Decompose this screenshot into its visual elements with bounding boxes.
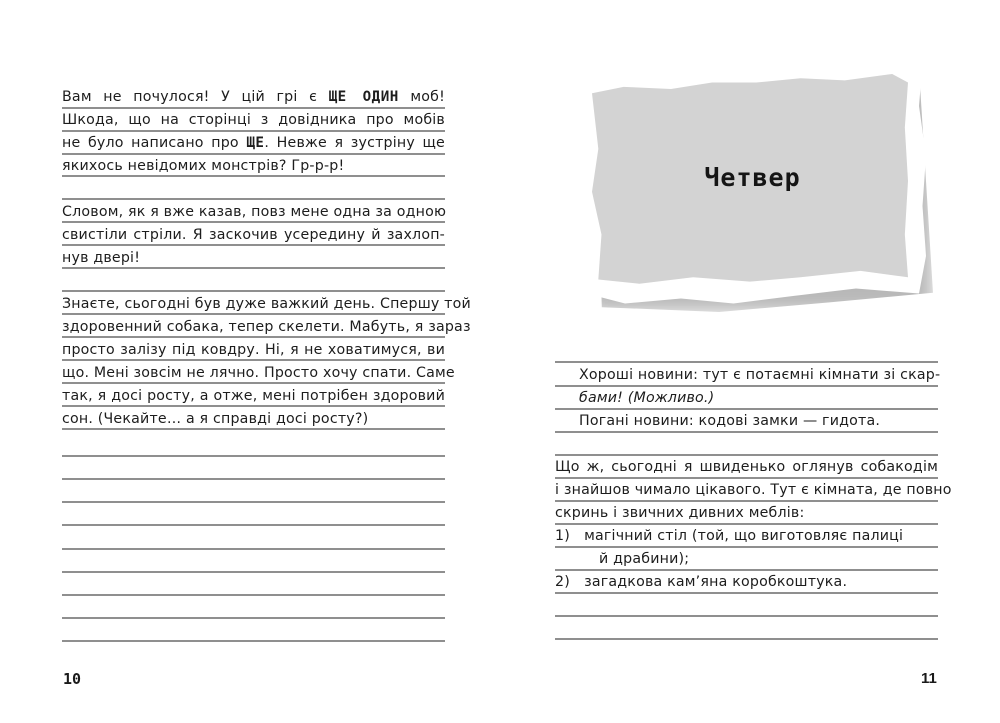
text-span: загадкова кам’яна коробкоштука. xyxy=(584,574,848,590)
page-number: 11 xyxy=(921,670,937,687)
text-line: здоровенний собака, тепер скелети. Мабуть, я зараз xyxy=(62,319,471,335)
ruled-line xyxy=(62,501,445,503)
text-span: не було написано про xyxy=(62,135,247,151)
text-line: що. Мені зовсім не лячно. Просто хочу спати. Саме xyxy=(62,365,455,381)
ruled-line xyxy=(555,385,938,387)
list-number: 1) xyxy=(555,528,570,544)
text-line: бами! (Можливо.) xyxy=(579,390,715,406)
ruled-line xyxy=(555,592,938,594)
text-span: моб! xyxy=(398,89,445,105)
card-title: Четвер xyxy=(704,163,801,192)
bad-news-label: Погані новини: xyxy=(579,413,694,429)
ruled-line xyxy=(555,615,938,617)
ruled-line xyxy=(62,244,445,246)
text-span: . Невже я зустріну ще xyxy=(264,135,445,151)
ruled-line xyxy=(62,548,445,550)
ruled-line xyxy=(62,428,445,430)
ruled-line xyxy=(62,198,445,200)
ruled-line xyxy=(62,221,445,223)
text-line xyxy=(555,412,938,430)
ruled-line xyxy=(555,523,938,525)
ruled-line xyxy=(62,382,445,384)
text-line: й драбини); xyxy=(599,551,690,567)
ruled-line xyxy=(62,290,445,292)
ruled-line xyxy=(62,524,445,526)
emphasis-text: ЩЕ xyxy=(246,135,265,151)
list-item xyxy=(555,527,938,545)
text-line: просто залізу під ковдру. Ні, я не ховатимуся, ви xyxy=(62,342,445,358)
ruled-line xyxy=(555,546,938,548)
text-span: кодові замки — гидота. xyxy=(693,413,881,429)
ruled-line xyxy=(555,361,938,363)
left-ruled-area xyxy=(62,0,471,723)
ruled-line xyxy=(62,359,445,361)
ruled-line xyxy=(62,640,445,642)
ruled-line xyxy=(555,454,938,456)
text-span: магічний стіл (той, що виготовляє палиці xyxy=(584,528,904,544)
text-span: Вам не почулося! У цій грі є xyxy=(62,89,329,105)
ruled-line xyxy=(62,571,445,573)
emphasis-text: ЩЕ ОДИН xyxy=(328,89,399,105)
ruled-line xyxy=(62,107,445,109)
ruled-line xyxy=(62,267,445,269)
text-line xyxy=(62,88,445,106)
text-line: Що ж, сьогодні я швиденько оглянув собакодім xyxy=(555,459,938,475)
ruled-line xyxy=(62,153,445,155)
text-line xyxy=(62,134,445,152)
ruled-line xyxy=(62,478,445,480)
text-line: Знаєте, сьогодні був дуже важкий день. Спершу той xyxy=(62,296,471,312)
ruled-line xyxy=(555,569,938,571)
text-line: і знайшов чимало цікавого. Тут є кімната, де повно xyxy=(555,482,952,498)
text-line: сон. (Чекайте… а я справді досі росту?) xyxy=(62,411,369,427)
ruled-line xyxy=(555,408,938,410)
text-line: нув двері! xyxy=(62,250,141,266)
ruled-line xyxy=(555,500,938,502)
ruled-line xyxy=(62,617,445,619)
good-news-label: Хороші новини: xyxy=(579,367,699,383)
ruled-line xyxy=(62,130,445,132)
list-number: 2) xyxy=(555,574,570,590)
right-page xyxy=(500,0,1000,723)
ruled-line xyxy=(555,431,938,433)
list-item xyxy=(555,573,938,591)
text-line: Шкода, що на сторінці з довідника про мобів xyxy=(62,112,445,128)
ruled-line xyxy=(62,594,445,596)
ruled-line xyxy=(62,336,445,338)
text-span: тут є потаємні кімнати зі скар- xyxy=(698,367,941,383)
ruled-line xyxy=(62,455,445,457)
text-line xyxy=(555,366,941,384)
text-line: Словом, як я вже казав, повз мене одна за одною xyxy=(62,204,447,220)
ruled-line xyxy=(555,638,938,640)
text-line: свистіли стріли. Я заскочив усередину й захлоп- xyxy=(62,227,445,243)
ruled-line xyxy=(62,405,445,407)
page-number: 10 xyxy=(63,670,82,688)
right-ruled-area xyxy=(555,0,952,723)
ruled-line xyxy=(62,175,445,177)
ruled-line xyxy=(62,313,445,315)
ruled-line xyxy=(555,477,938,479)
text-line: якихось невідомих монстрів? Гр-р-р! xyxy=(62,158,345,174)
text-line: так, я досі росту, а отже, мені потрібен здоровий xyxy=(62,388,445,404)
text-line: скринь і звичних дивних меблів: xyxy=(555,505,805,521)
